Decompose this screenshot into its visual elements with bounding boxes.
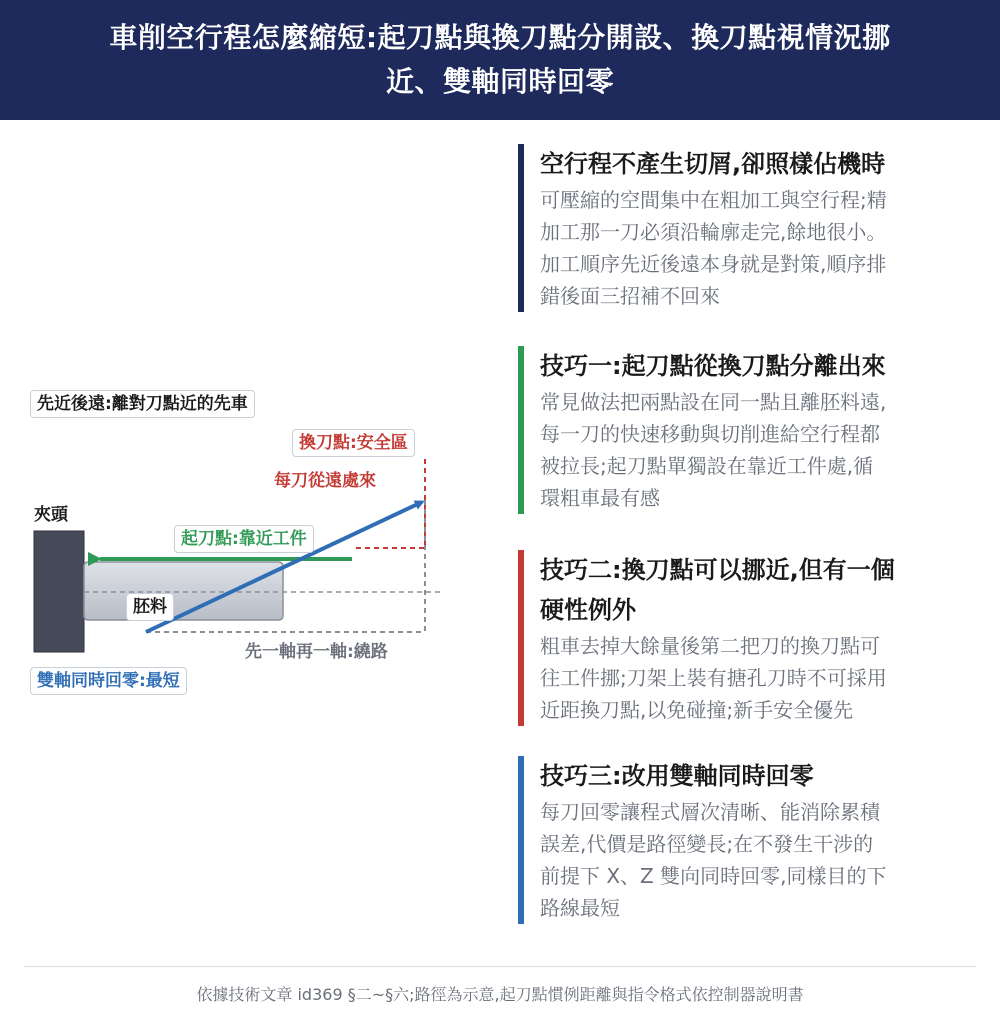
label-start-point: 起刀點:靠近工件 [174,525,314,553]
section-line: 可壓縮的空間集中在粗加工與空行程;精 [540,188,887,212]
label-blank: 胚料 [126,593,174,621]
section-line: 錯後面三招補不回來 [540,284,720,308]
section-title: 空行程不產生切屑,卻照樣佔機時 [540,150,886,178]
section-line: 前提下 X、Z 雙向同時回零,同樣目的下 [540,864,887,888]
section-title: 技巧三:改用雙軸同時回零 [540,762,814,790]
section-line: 被拉長;起刀點單獨設在靠近工件處,循 [540,454,874,478]
section-idle-travel [518,144,978,312]
section-accent-bar [518,346,524,514]
footer-note: 依據技術文章 id369 §二~§六;路徑為示意,起刀點慣例距離與指令格式依控制器說明書 [196,985,804,1004]
section-accent-bar [518,144,524,312]
page-title [89,16,910,104]
section-tip-three [518,756,978,924]
page-title-line2: 近、雙軸同時回零 [385,65,614,98]
section-line: 粗車去掉大餘量後第二把刀的換刀點可 [540,634,880,658]
section-accent-bar [518,756,524,924]
chuck-block [34,531,84,652]
label-dual-axis: 雙軸同時回零:最短 [30,667,187,695]
footer-divider [24,966,976,967]
section-line: 每刀回零讓程式層次清晰、能消除累積 [540,800,880,824]
label-chuck: 夾頭 [34,505,68,525]
label-far-first: 先近後遠:離對刀點近的先車 [30,390,255,418]
section-line: 環粗車最有感 [540,486,660,510]
label-each-far: 每刀從遠處來 [274,471,376,491]
section-accent-bar [518,550,524,726]
section-line: 加工順序先近後遠本身就是對策,順序排 [540,252,887,276]
label-detour: 先一軸再一軸:繞路 [245,642,388,662]
section-line: 每一刀的快速移動與切削進給空行程都 [540,422,880,446]
blank-workpiece [84,562,283,620]
section-line: 常見做法把兩點設在同一點且離胚料遠, [540,390,887,414]
section-tip-two [518,550,978,726]
section-title: 技巧一:起刀點從換刀點分離出來 [540,352,886,380]
section-line: 加工那一刀必須沿輪廓走完,餘地很小。 [540,220,887,244]
section-line: 誤差,代價是路徑變長;在不發生干涉的 [540,832,874,856]
tool-path-diagram [0,380,480,710]
section-line: 路線最短 [540,896,620,920]
section-line: 近距換刀點,以免碰撞;新手安全優先 [540,698,854,722]
section-tip-one [518,346,978,514]
section-title-line: 技巧二:換刀點可以挪近,但有一個 [540,556,895,584]
section-title-line: 硬性例外 [540,596,636,624]
page-header [0,0,1000,120]
label-change-point: 換刀點:安全區 [292,429,415,457]
section-line: 往工件挪;刀架上裝有搪孔刀時不可採用 [540,666,887,690]
page-title-line1: 車削空行程怎麼縮短:起刀點與換刀點分開設、換刀點視情況挪 [109,21,891,54]
